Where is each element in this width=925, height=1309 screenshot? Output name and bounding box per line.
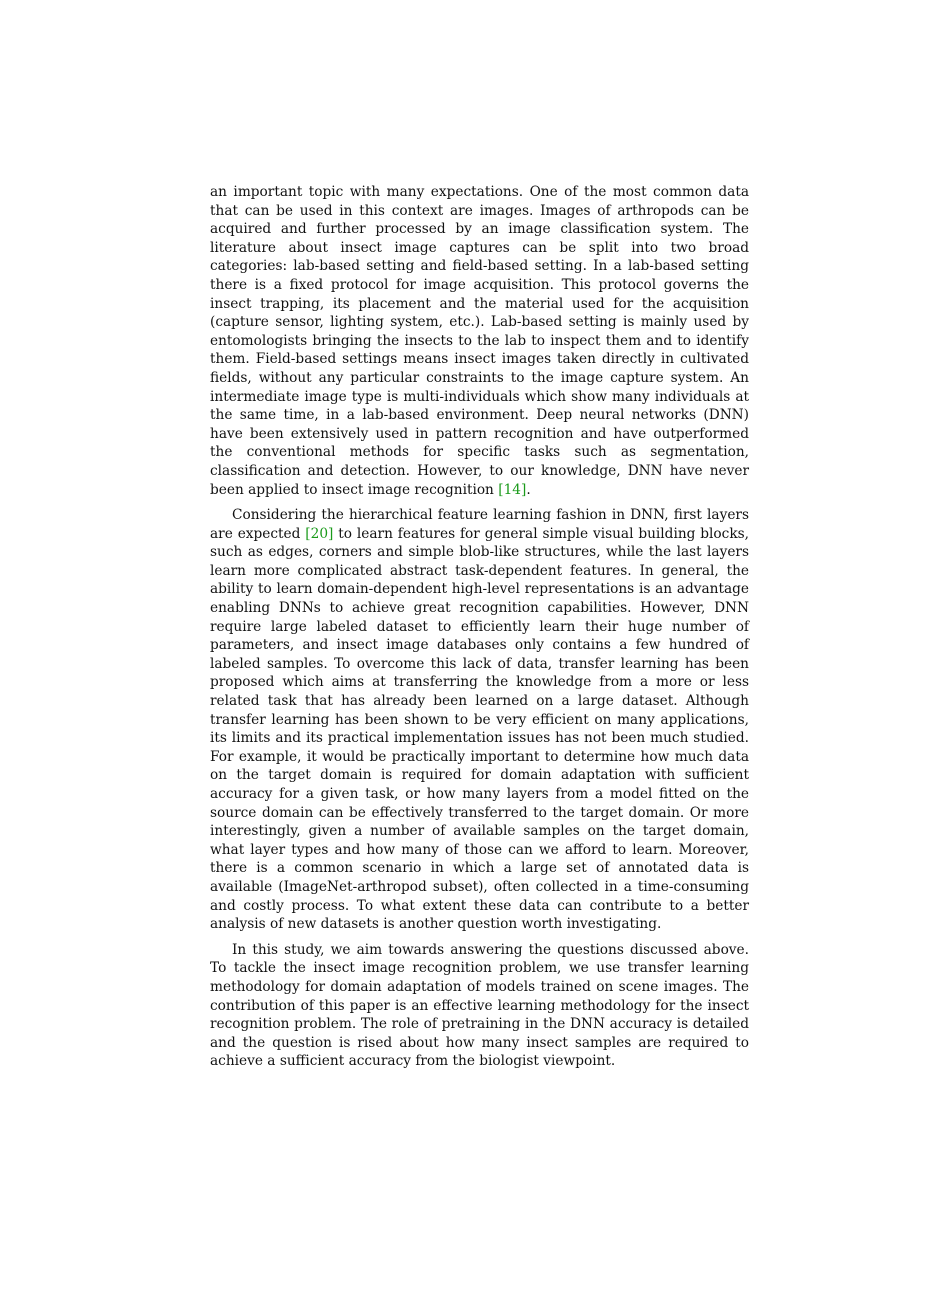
paragraph-transfer-learning <box>210 506 749 934</box>
paragraph-text: an important topic with many expectations. One of the most common data that can be used in this context are images. Images of arthropods can be acquired and further processed by an image classification system. The literature about insect image captures can be split into two broad categories: lab-based setting and field-based setting. In a lab-based setting there is a fixed protocol for image acquisition. This protocol governs the insect trapping, its placement and the material used for the acquisition (capture sensor, lighting system, etc.). Lab-based setting is mainly used by entomologists bringing the insects to the lab to inspect them and to identify them. Field-based settings means insect images taken directly in cultivated fields, without any particular constraints to the image capture system. An intermediate image type is multi-individuals which show many individuals at the same time, in a lab-based environment. Deep neural networks (DNN) have been extensively used in pattern recognition and have outperformed the conventional methods for specific tasks such as segmentation, classification and detection. However, to our knowledge, DNN have never been applied to insect image recognition <box>210 184 749 498</box>
paragraph-text: . <box>526 481 531 498</box>
paragraph-text: to learn features for general simple visual building blocks, such as edges, corners and simple blob-like structures, while the last layers learn more complicated abstract task-dependent features. In general, the ability to learn domain-dependent high-level representations is an advantage enabling DNNs to achieve great recognition capabilities. However, DNN require large labeled dataset to efficiently learn their huge number of parameters, and insect image databases only contains a few hundred of labeled samples. To overcome this lack of data, transfer learning has been proposed which aims at transferring the knowledge from a more or less related task that has already been learned on a large dataset. Although transfer learning has been shown to be very efficient on many applications, its limits and its practical implementation issues has not been much studied. For example, it would be practically important to determine how much data on the target domain is required for domain adaptation with sufficient accuracy for a given task, or how many layers from a model fitted on the source domain can be effectively transferred to the target domain. Or more interestingly, given a number of available samples on the target domain, what layer types and how many of those can we afford to learn. Moreover, there is a common scenario in which a large set of annotated data is available (ImageNet-arthropod subset), often collected in a time-consuming and costly process. To what extent these data can contribute to a better analysis of new datasets is another question worth investigating. <box>210 525 749 933</box>
paragraph-study-aim <box>210 941 749 1071</box>
page-body <box>210 183 749 1078</box>
paragraph-text: Considering the hierarchical feature learning fashion in DNN, first layers are expected <box>210 507 749 542</box>
paragraph-text: In this study, we aim towards answering the questions discussed above. To tackle the insect image recognition problem, we use transfer learning methodology for domain adaptation of models trained on scene images. The contribution of this paper is an effective learning methodology for the insect recognition problem. The role of pretraining in the DNN accuracy is detailed and the question is rised about how many insect samples are required to achieve a sufficient accuracy from the biologist viewpoint. <box>210 941 749 1070</box>
paragraph-insect-image-captures <box>210 183 749 499</box>
citation-link[interactable]: [14] <box>498 481 527 498</box>
citation-link[interactable]: [20] <box>305 525 334 542</box>
